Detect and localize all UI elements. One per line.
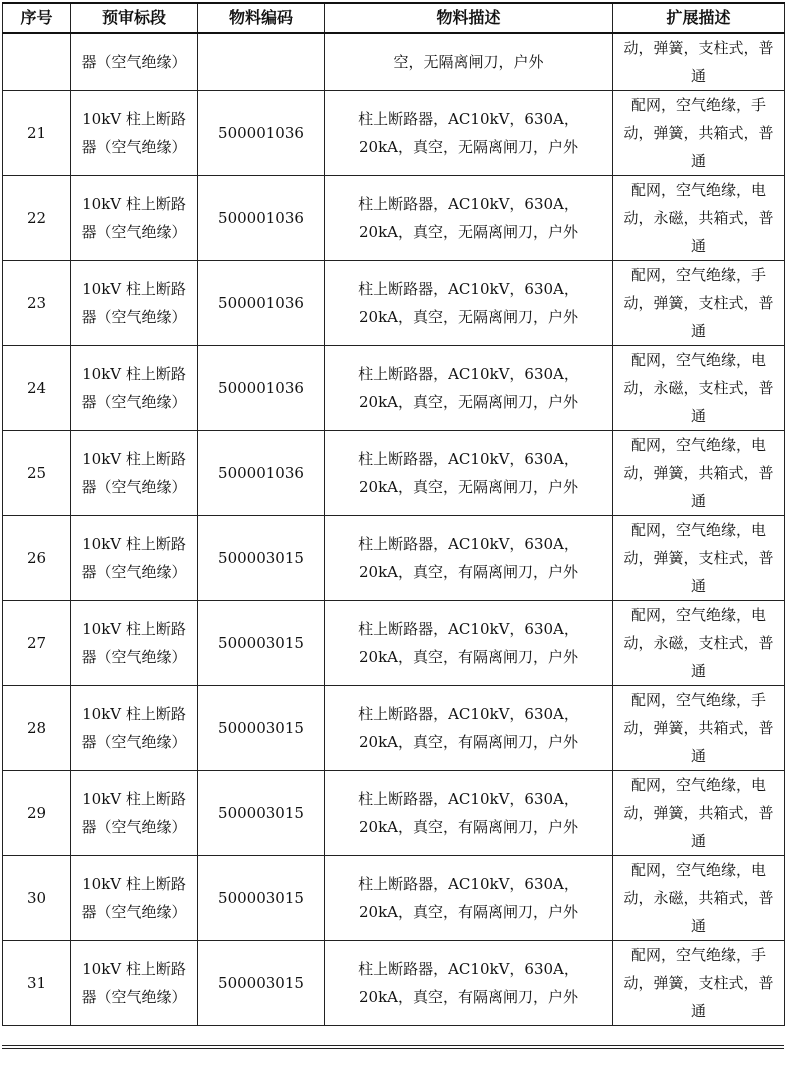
table-row: [3, 176, 785, 261]
cell-index: 28: [3, 686, 71, 771]
cell-index: 26: [3, 516, 71, 601]
cell-description: 柱上断路器，AC10kV，630A，20kA，真空，无隔离闸刀，户外: [325, 91, 613, 176]
cell-index: 25: [3, 431, 71, 516]
cell-index: 23: [3, 261, 71, 346]
cell-index: 30: [3, 856, 71, 941]
cell-description: 空，无隔离闸刀，户外: [325, 33, 613, 91]
table-row: [3, 771, 785, 856]
cell-description: 柱上断路器，AC10kV，630A，20kA，真空，有隔离闸刀，户外: [325, 601, 613, 686]
cell-extension: 配网，空气绝缘，电动，弹簧，共箱式，普通: [613, 431, 785, 516]
cell-extension: 配网，空气绝缘，电动，永磁，共箱式，普通: [613, 856, 785, 941]
cell-extension: 配网，空气绝缘，电动，永磁，支柱式，普通: [613, 346, 785, 431]
cell-code: 500003015: [198, 856, 325, 941]
cell-segment: 10kV 柱上断路器（空气绝缘）: [71, 601, 198, 686]
header-description: 物料描述: [325, 3, 613, 33]
table-row: [3, 431, 785, 516]
table-header: [3, 3, 785, 33]
cell-extension: 配网，空气绝缘，电动，弹簧，支柱式，普通: [613, 516, 785, 601]
cell-index: 21: [3, 91, 71, 176]
cell-segment: 10kV 柱上断路器（空气绝缘）: [71, 91, 198, 176]
cell-extension: 动，弹簧，支柱式，普通: [613, 33, 785, 91]
cell-description: 柱上断路器，AC10kV，630A，20kA，真空，有隔离闸刀，户外: [325, 686, 613, 771]
cell-index: 31: [3, 941, 71, 1026]
cell-description: 柱上断路器，AC10kV，630A，20kA，真空，有隔离闸刀，户外: [325, 856, 613, 941]
materials-table: [2, 2, 785, 1026]
cell-segment: 10kV 柱上断路器（空气绝缘）: [71, 771, 198, 856]
cell-segment: 10kV 柱上断路器（空气绝缘）: [71, 431, 198, 516]
header-segment: 预审标段: [71, 3, 198, 33]
cell-segment: 10kV 柱上断路器（空气绝缘）: [71, 686, 198, 771]
cell-code: 500001036: [198, 261, 325, 346]
cell-index: [3, 33, 71, 91]
cell-segment: 器（空气绝缘）: [71, 33, 198, 91]
cell-code: 500003015: [198, 771, 325, 856]
cell-extension: 配网，空气绝缘，电动，永磁，支柱式，普通: [613, 601, 785, 686]
cell-extension: 配网，空气绝缘，手动，弹簧，支柱式，普通: [613, 941, 785, 1026]
cell-code: 500001036: [198, 91, 325, 176]
cell-extension: 配网，空气绝缘，手动，弹簧，共箱式，普通: [613, 686, 785, 771]
table-end-rule: [2, 1045, 784, 1049]
cell-segment: 10kV 柱上断路器（空气绝缘）: [71, 516, 198, 601]
header-code: 物料编码: [198, 3, 325, 33]
cell-index: 24: [3, 346, 71, 431]
header-index: 序号: [3, 3, 71, 33]
cell-extension: 配网，空气绝缘，手动，弹簧，共箱式，普通: [613, 91, 785, 176]
table-row: [3, 346, 785, 431]
table-row: [3, 601, 785, 686]
table-row: [3, 686, 785, 771]
cell-segment: 10kV 柱上断路器（空气绝缘）: [71, 856, 198, 941]
cell-extension: 配网，空气绝缘，电动，弹簧，共箱式，普通: [613, 771, 785, 856]
header-row: [3, 3, 785, 33]
table-row-continued: [3, 33, 785, 91]
table-body: [3, 33, 785, 1026]
cell-code: 500001036: [198, 176, 325, 261]
cell-code: 500001036: [198, 431, 325, 516]
cell-code: 500003015: [198, 516, 325, 601]
cell-description: 柱上断路器，AC10kV，630A，20kA，真空，有隔离闸刀，户外: [325, 516, 613, 601]
cell-code: 500001036: [198, 346, 325, 431]
table-row: [3, 91, 785, 176]
cell-index: 22: [3, 176, 71, 261]
table-row: [3, 856, 785, 941]
cell-segment: 10kV 柱上断路器（空气绝缘）: [71, 346, 198, 431]
cell-description: 柱上断路器，AC10kV，630A，20kA，真空，无隔离闸刀，户外: [325, 431, 613, 516]
cell-code: 500003015: [198, 601, 325, 686]
cell-segment: 10kV 柱上断路器（空气绝缘）: [71, 176, 198, 261]
cell-code: 500003015: [198, 941, 325, 1026]
cell-segment: 10kV 柱上断路器（空气绝缘）: [71, 261, 198, 346]
table-row: [3, 261, 785, 346]
cell-index: 27: [3, 601, 71, 686]
cell-description: 柱上断路器，AC10kV，630A，20kA，真空，无隔离闸刀，户外: [325, 176, 613, 261]
cell-index: 29: [3, 771, 71, 856]
cell-description: 柱上断路器，AC10kV，630A，20kA，真空，无隔离闸刀，户外: [325, 261, 613, 346]
cell-description: 柱上断路器，AC10kV，630A，20kA，真空，有隔离闸刀，户外: [325, 771, 613, 856]
cell-extension: 配网，空气绝缘，电动，永磁，共箱式，普通: [613, 176, 785, 261]
header-extension: 扩展描述: [613, 3, 785, 33]
cell-description: 柱上断路器，AC10kV，630A，20kA，真空，有隔离闸刀，户外: [325, 941, 613, 1026]
table-row: [3, 941, 785, 1026]
cell-description: 柱上断路器，AC10kV，630A，20kA，真空，无隔离闸刀，户外: [325, 346, 613, 431]
cell-code: 500003015: [198, 686, 325, 771]
cell-code: [198, 33, 325, 91]
cell-segment: 10kV 柱上断路器（空气绝缘）: [71, 941, 198, 1026]
cell-extension: 配网，空气绝缘，手动，弹簧，支柱式，普通: [613, 261, 785, 346]
table-row: [3, 516, 785, 601]
